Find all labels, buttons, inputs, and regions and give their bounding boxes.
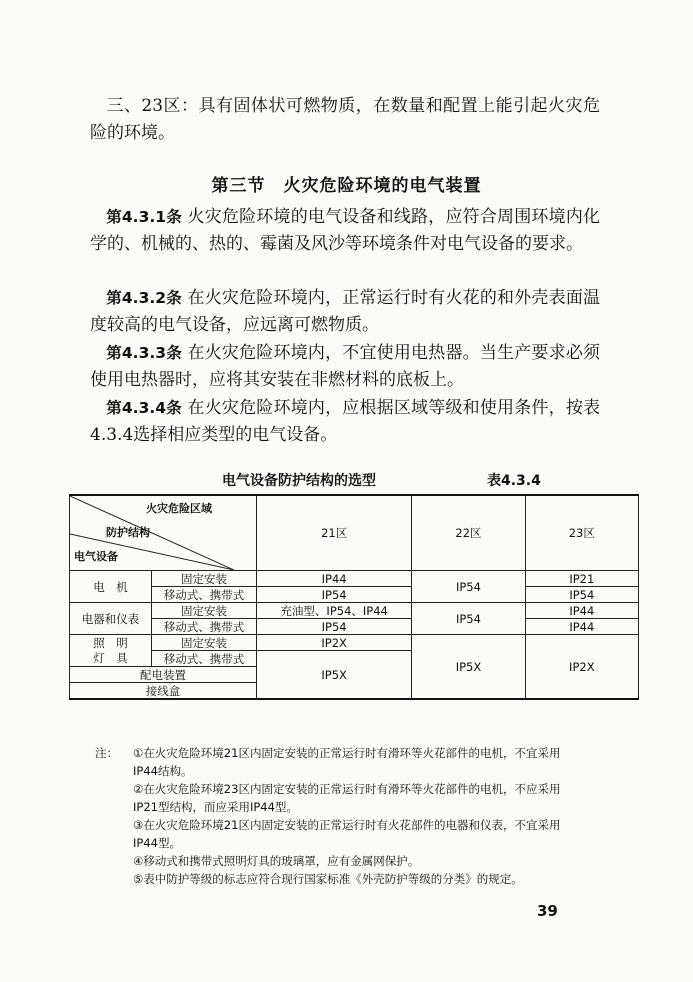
- table-caption: 电气设备防护结构的选型: [222, 473, 376, 489]
- row-fixed: 固定安装: [152, 571, 257, 587]
- zone-22-header: 22区: [412, 495, 525, 571]
- cell: IP54: [412, 603, 525, 635]
- row-mobile: 移动式、携带式: [152, 651, 257, 667]
- cell: IP54: [257, 619, 412, 635]
- note-item: [95, 780, 575, 816]
- cell: IP44: [257, 571, 412, 587]
- zone-23-header: 23区: [525, 495, 638, 571]
- row-fixed: 固定安装: [152, 603, 257, 619]
- cell: IP2X: [525, 635, 638, 700]
- row-group-motor: 电 机: [70, 571, 152, 603]
- notes-label: 注：: [95, 746, 118, 760]
- cell: IP21: [525, 571, 638, 587]
- cell: IP54: [525, 587, 638, 603]
- cell: IP44: [525, 603, 638, 619]
- note-text: ②在火灾危险环境23区内固定安装的正常运行时有滑环等火花部件的电机，不应采用IP21型结构，而应采用IP44型。: [133, 782, 561, 814]
- note-text: ③在火灾危险环境21区内固定安装的正常运行时有火花部件的电器和仪表，不宜采用IP44型。: [133, 818, 561, 850]
- row-junction: 接线盒: [70, 683, 257, 700]
- cell: IP44: [525, 619, 638, 635]
- lighting-label-1: 照 明: [93, 635, 128, 650]
- note-item: [95, 870, 575, 888]
- intro-text: 三、23区：具有固体状可燃物质，在数量和配置上能引起火灾危险的环境。: [90, 96, 600, 143]
- equipment-diag-label: 电气设备: [74, 550, 118, 563]
- row-group-lighting: [70, 635, 152, 667]
- table-row: [70, 619, 639, 635]
- protection-table: [69, 494, 639, 700]
- table-row: [70, 571, 639, 587]
- article-number: 第4.3.2条: [106, 289, 182, 307]
- article-number: 第4.3.3条: [106, 344, 182, 362]
- article-4: [90, 395, 600, 449]
- article-2: [90, 285, 600, 339]
- table-header-row: [70, 495, 639, 571]
- cell: IP54: [257, 587, 412, 603]
- article-text: 在火灾危险环境内，不宜使用电热器。当生产要求必须使用电热器时，应将其安装在非燃材料的底板上。: [90, 343, 601, 390]
- cell: IP5X: [412, 635, 525, 700]
- article-text: 火灾危险环境的电气设备和线路，应符合周围环境内化学的、机械的、热的、霉菌及风沙等环境条件对电气设备的要求。: [90, 207, 601, 254]
- table-notes: [95, 744, 575, 888]
- row-group-appliance: 电器和仪表: [70, 603, 152, 635]
- intro-paragraph: [90, 93, 600, 147]
- note-item: [95, 744, 575, 780]
- table-row: [70, 587, 639, 603]
- table-number: 表4.3.4: [487, 473, 541, 489]
- zone-diag-label: 火灾危险区域: [146, 502, 212, 515]
- article-number: 第4.3.4条: [106, 399, 182, 417]
- section-title: 第三节 火灾危险环境的电气装置: [211, 176, 482, 196]
- cell: IP5X: [257, 651, 412, 700]
- table-row: [70, 635, 639, 651]
- note-item: [95, 852, 575, 870]
- cell: 充油型、IP54、IP44: [257, 603, 412, 619]
- note-text: ⑤表中防护等级的标志应符合现行国家标准《外壳防护等级的分类》的规定。: [133, 872, 523, 886]
- article-text: 在火灾危险环境内，应根据区域等级和使用条件，按表4.3.4选择相应类型的电气设备。: [90, 398, 601, 445]
- cell: IP2X: [257, 635, 412, 651]
- zone-21-header: 21区: [257, 495, 412, 571]
- protection-diag-label: 防护结构: [106, 526, 150, 539]
- cell: IP54: [412, 571, 525, 603]
- row-distribution: 配电装置: [70, 667, 257, 683]
- article-1: [90, 204, 600, 258]
- page-number: 39: [537, 902, 558, 920]
- note-item: [95, 816, 575, 852]
- article-text: 在火灾危险环境内，正常运行时有火花的和外壳表面温度较高的电气设备，应远离可燃物质。: [90, 288, 601, 335]
- row-fixed: 固定安装: [152, 635, 257, 651]
- note-text: ①在火灾危险环境21区内固定安装的正常运行时有滑环等火花部件的电机，不宜采用IP44结构。: [133, 746, 561, 778]
- row-mobile: 移动式、携带式: [152, 619, 257, 635]
- note-text: ④移动式和携带式照明灯具的玻璃罩，应有金属网保护。: [133, 854, 420, 868]
- lighting-label-2: 灯 具: [93, 650, 128, 665]
- diagonal-header-cell: [70, 495, 257, 571]
- article-number: 第4.3.1条: [106, 208, 182, 226]
- table-row: [70, 603, 639, 619]
- article-3: [90, 340, 600, 394]
- row-mobile: 移动式、携带式: [152, 587, 257, 603]
